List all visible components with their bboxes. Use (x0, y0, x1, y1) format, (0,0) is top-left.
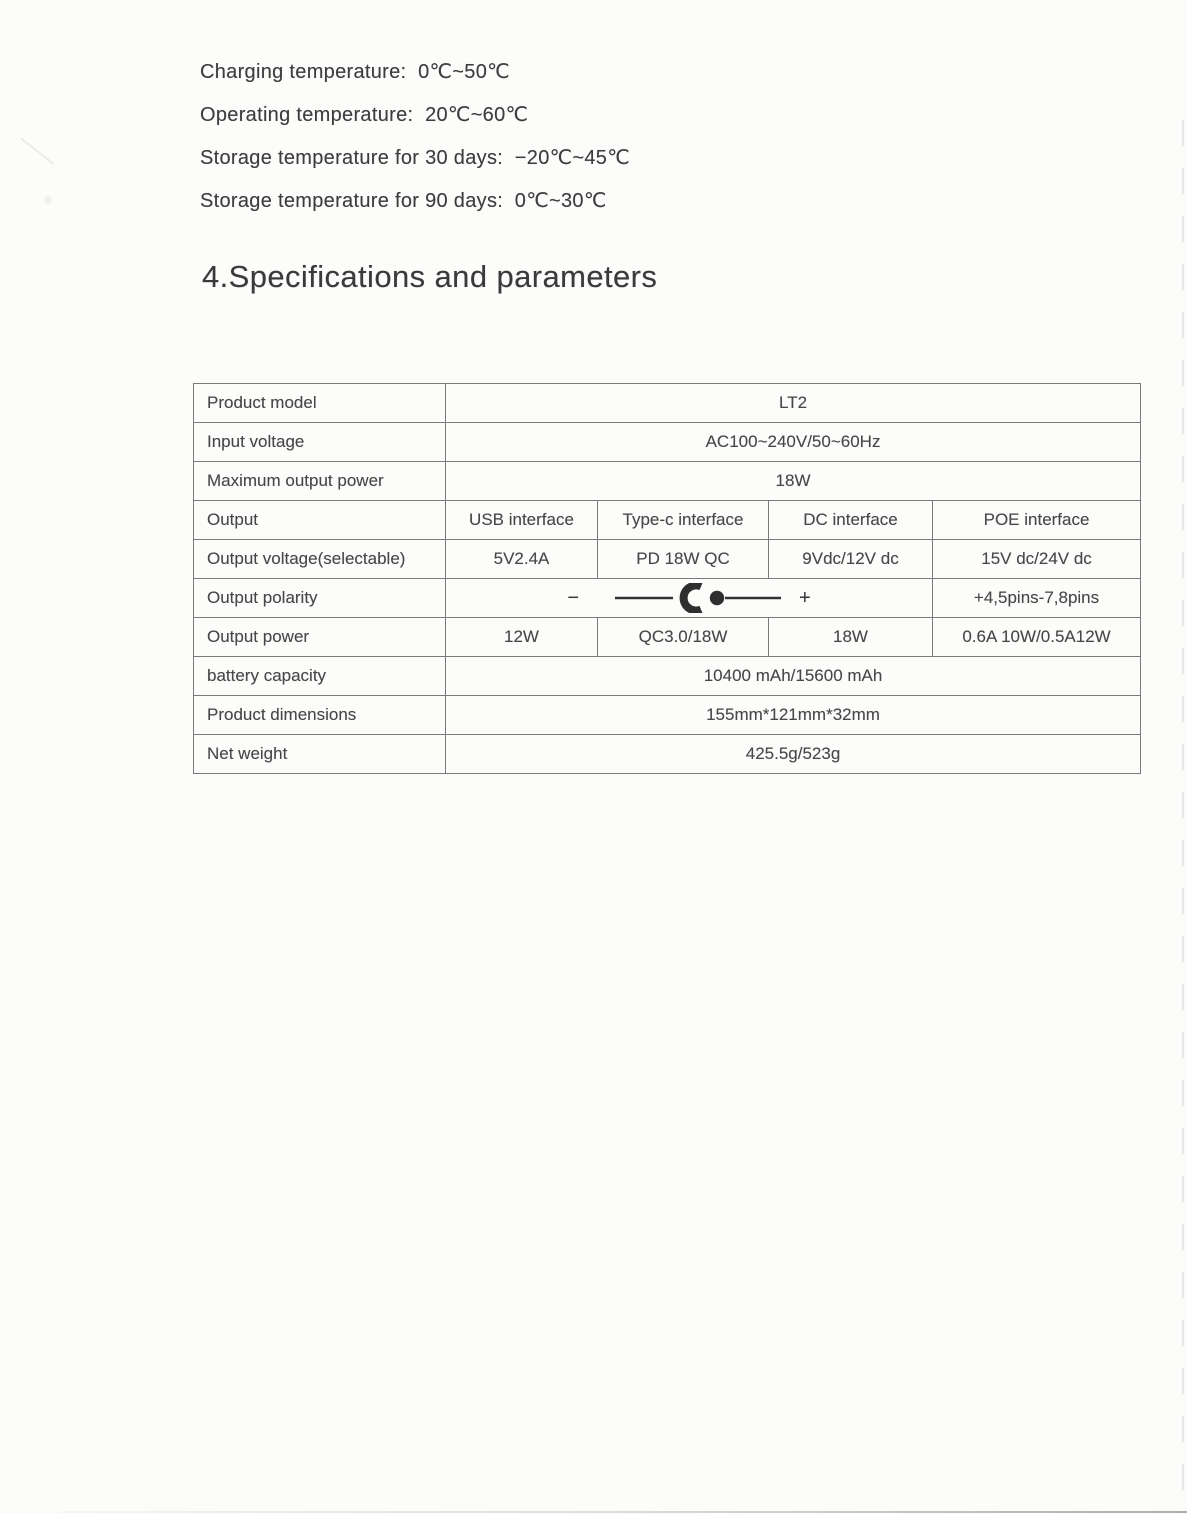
row-label: battery capacity (194, 657, 446, 696)
scan-right-edge-artifact (1182, 120, 1184, 1506)
cell-poe-power: 0.6A 10W/0.5A12W (933, 618, 1141, 657)
row-label: Net weight (194, 735, 446, 774)
table-row-input-voltage (194, 423, 1141, 462)
row-label: Output (194, 501, 446, 540)
scan-bottom-edge-artifact (60, 1511, 1187, 1513)
table-row-net-weight (194, 735, 1141, 774)
row-value: 425.5g/523g (446, 735, 1141, 774)
cell-poe-interface: POE interface (933, 501, 1141, 540)
scan-smudge-artifact (20, 137, 54, 164)
dc-polarity-center-positive-icon (613, 583, 783, 613)
cell-typec-power: QC3.0/18W (598, 618, 769, 657)
cell-dc-voltage: 9Vdc/12V dc (769, 540, 933, 579)
cell-dc-interface: DC interface (769, 501, 933, 540)
cell-poe-voltage: 15V dc/24V dc (933, 540, 1141, 579)
table-row-output-interfaces (194, 501, 1141, 540)
table-row-product-model (194, 384, 1141, 423)
table-row-max-output-power (194, 462, 1141, 501)
temperature-specs (200, 51, 630, 223)
row-label: Output polarity (194, 579, 446, 618)
table-row-product-dimensions (194, 696, 1141, 735)
temp-line-storage-30: Storage temperature for 30 days: −20℃~45℃ (200, 147, 630, 169)
row-label: Output power (194, 618, 446, 657)
temp-line-charging: Charging temperature: 0℃~50℃ (200, 61, 510, 83)
scan-smudge-dot-artifact (44, 196, 52, 204)
table-row-output-polarity (194, 579, 1141, 618)
polarity-minus-sign: − (567, 586, 579, 609)
row-value: AC100~240V/50~60Hz (446, 423, 1141, 462)
row-label: Input voltage (194, 423, 446, 462)
cell-dc-power: 18W (769, 618, 933, 657)
row-label: Product dimensions (194, 696, 446, 735)
polarity-diagram-cell (446, 579, 933, 618)
row-value: 155mm*121mm*32mm (446, 696, 1141, 735)
row-label: Product model (194, 384, 446, 423)
row-label: Output voltage(selectable) (194, 540, 446, 579)
table-row-battery-capacity (194, 657, 1141, 696)
table-row-output-voltage (194, 540, 1141, 579)
cell-usb-interface: USB interface (446, 501, 598, 540)
cell-usb-power: 12W (446, 618, 598, 657)
temp-line-operating: Operating temperature: 20℃~60℃ (200, 104, 529, 126)
cell-poe-polarity: +4,5pins-7,8pins (933, 579, 1141, 618)
row-value: 18W (446, 462, 1141, 501)
row-value: 10400 mAh/15600 mAh (446, 657, 1141, 696)
table-row-output-power (194, 618, 1141, 657)
row-label: Maximum output power (194, 462, 446, 501)
cell-typec-voltage: PD 18W QC (598, 540, 769, 579)
polarity-plus-sign: + (799, 586, 811, 609)
cell-typec-interface: Type-c interface (598, 501, 769, 540)
temp-line-storage-90: Storage temperature for 90 days: 0℃~30℃ (200, 190, 607, 212)
section-title: 4.Specifications and parameters (202, 259, 658, 294)
row-value: LT2 (446, 384, 1141, 423)
spec-table (193, 383, 1141, 774)
cell-usb-voltage: 5V2.4A (446, 540, 598, 579)
